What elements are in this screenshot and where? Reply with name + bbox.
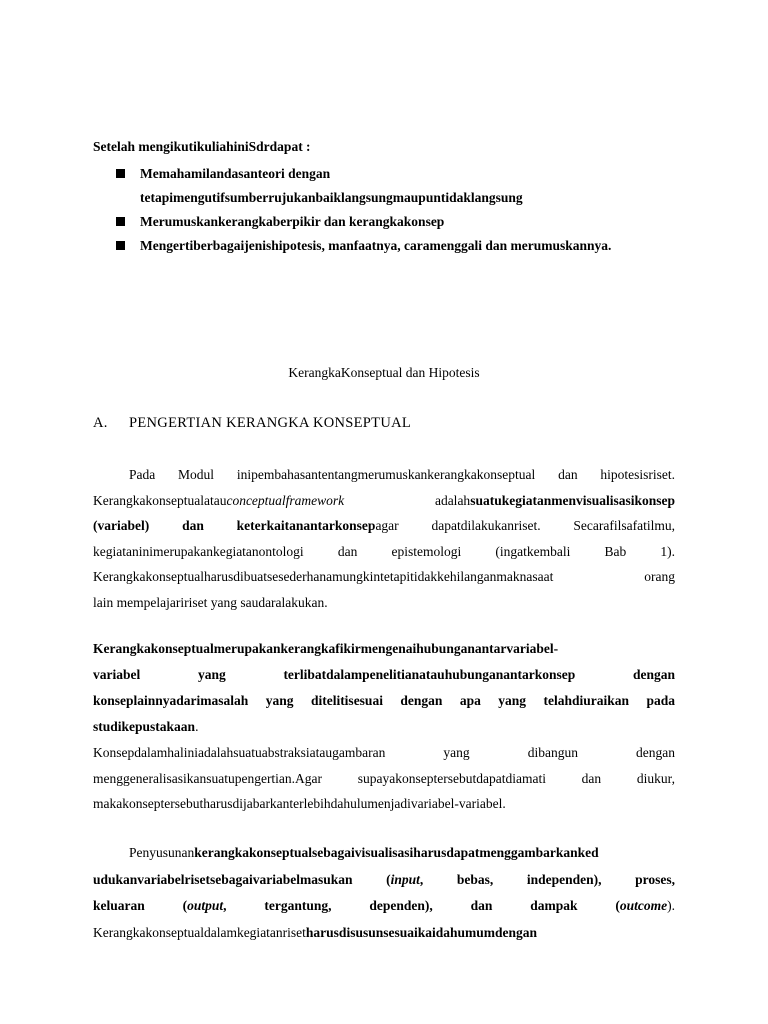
document-title: KerangkaKonseptual dan Hipotesis <box>288 365 480 380</box>
paragraph-line: keluaran (output, tergantung, dependen), dan dampak (outcome). <box>93 898 675 913</box>
paragraph-concept <box>93 740 675 817</box>
section-label: PENGERTIAN KERANGKA KONSEPTUAL <box>129 415 412 431</box>
paragraph-line: studikepustakaan. <box>93 719 199 734</box>
paragraph-line: variabel yang terlibatdalampenelitianatauhubunganantarkonsep dengan <box>93 667 675 682</box>
list-item-text: Mengertiberbagaijenishipotesis, manfaatnya, caramenggali dan merumuskannya. <box>140 238 612 253</box>
bold-text: kerangkakonseptualsebagaivisualisasiharusdapatmenggambarkanked <box>194 845 599 860</box>
paragraph-line: konseplainnyadarimasalah yang ditelitisesuai dengan apa yang telahdiuraikan pada <box>93 693 675 708</box>
objectives-list <box>116 162 706 258</box>
bold-text: suatukegiatanmenvisualisasikonsep <box>470 492 675 508</box>
list-item-text-continued: tetapimengutifsumberrujukanbaiklangsungmaupuntidaklangsung <box>140 190 523 205</box>
paragraph-line: Kerangkakonseptualatauconceptualframework adalahsuatukegiatanmenvisualisasikonsep <box>93 492 675 508</box>
paragraph-line: Kerangkakonseptualharusdibuatsesederhanamungkintetapitidakkehilanganmaknasaat orang <box>93 569 675 584</box>
list-item-text: Merumuskankerangkaberpikir dan kerangkakonsep <box>140 214 445 229</box>
paragraph-line: makakonseptersebutharusdijabarkanterlebihdahulumenjadivariabel-variabel. <box>93 796 506 811</box>
emphasis-text: conceptualframework <box>226 492 345 508</box>
paragraph-line: kegiataninimerupakankegiatanontologi dan epistemologi (ingatkembali Bab 1). <box>93 543 675 559</box>
paragraph-line: Pada Modul inipembahasantentangmerumuskankerangkakonseptual dan hipotesisriset. <box>129 467 675 482</box>
section-heading <box>93 414 411 432</box>
paragraph-line: lain mempelajaririset yang saudaralakukan. <box>93 594 328 610</box>
paragraph-compilation <box>93 840 675 946</box>
list-item <box>116 162 706 210</box>
section-number: A. <box>93 415 108 431</box>
list-item <box>116 210 706 234</box>
square-bullet-icon <box>116 241 125 250</box>
paragraph-line: (variabel) dan keterkaitanantarkonsepagar dapatdilakukanriset. Secarafilsafatilmu, <box>93 518 675 533</box>
emphasis-text: outcome <box>619 898 668 913</box>
paragraph-definition <box>93 636 675 740</box>
list-item <box>116 234 706 258</box>
paragraph-line: udukanvariabelrisetsebagaivariabelmasukan (input, bebas, independen), proses, <box>93 871 675 887</box>
list-item-text: Memahamilandasanteori dengan <box>140 166 331 181</box>
bold-text: harusdisusunsesuaikaidahumumdengan <box>305 924 538 940</box>
bold-text: (variabel) dan keterkaitanantarkonsep <box>93 518 376 533</box>
square-bullet-icon <box>116 217 125 226</box>
paragraph-line: Penyusunankerangkakonseptualsebagaivisualisasiharusdapatmenggambarkanked <box>129 845 599 860</box>
paragraph-line: menggeneralisasikansuatupengertian.Agar supayakonseptersebutdapatdiamati dan diukur, <box>93 770 675 786</box>
paragraph-line: Konsepdalamhaliniadalahsuatuabstraksiataugambaran yang dibangun dengan <box>93 745 675 760</box>
paragraph-line: Kerangkakonseptualdalamkegiatanrisetharusdisusunsesuaikaidahumumdengan <box>93 924 538 940</box>
paragraph-line: Kerangkakonseptualmerupakankerangkafikirmengenaihubunganantarvariabel- <box>93 641 559 656</box>
emphasis-text: input <box>390 871 420 887</box>
objectives-heading: Setelah mengikutikuliahiniSdrdapat : <box>93 139 311 154</box>
paragraph-intro <box>93 462 675 615</box>
emphasis-text: output <box>187 898 224 913</box>
square-bullet-icon <box>116 169 125 178</box>
